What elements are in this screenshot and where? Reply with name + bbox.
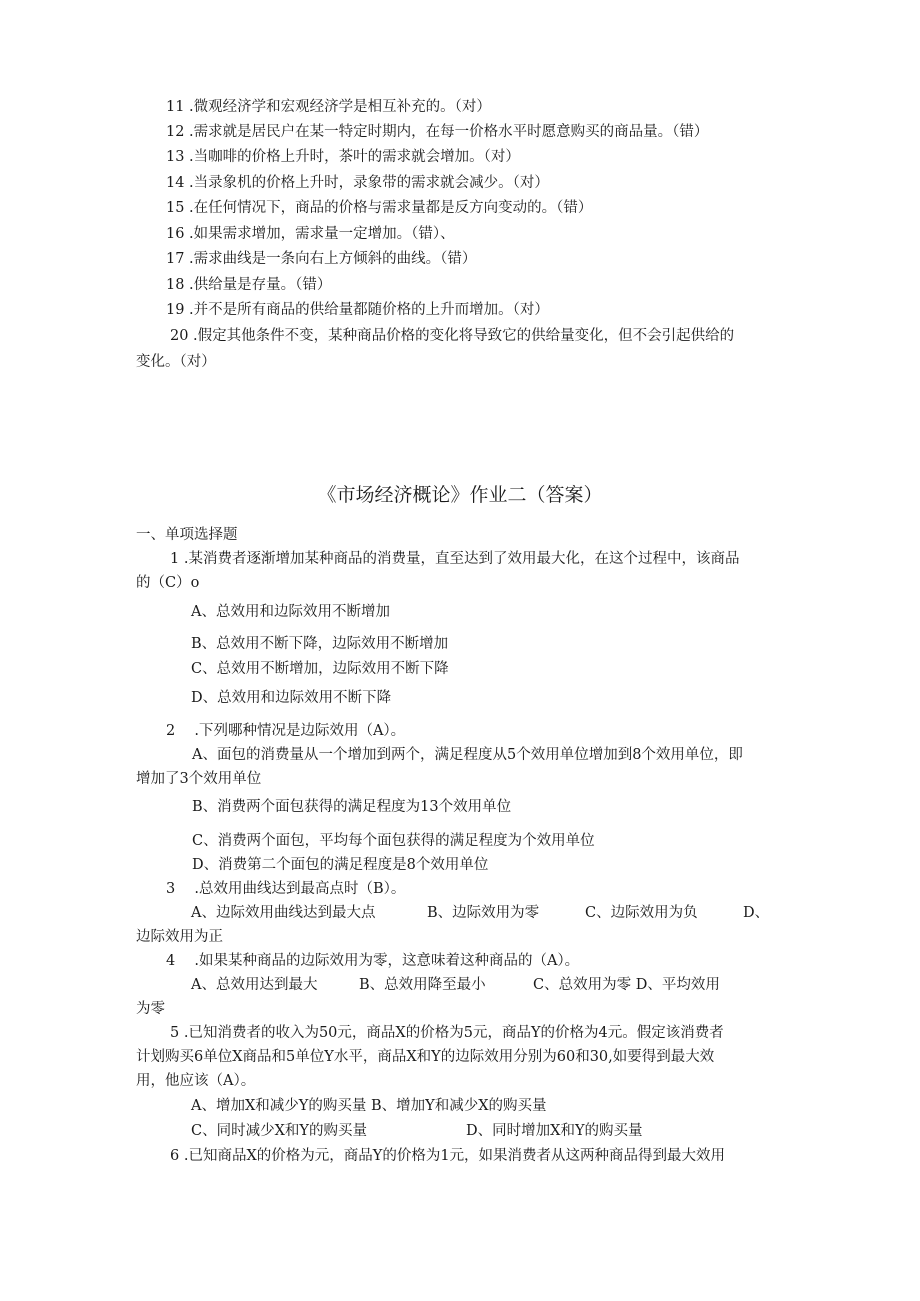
- q5-option-ab: A、增加X和减少Y的购买量 B、增加Y和减少X的购买量: [191, 1098, 547, 1114]
- q5-stem: 5 .已知消费者的收入为50元，商品X的价格为5元，商品Y的价格为4元。假定该消费者: [170, 1025, 724, 1041]
- q3-stem: 3 .总效用曲线达到最高点时（B）。: [166, 881, 406, 897]
- q2-option-a-cont: 增加了3个效用单位: [136, 771, 262, 787]
- q1-option-a: A、总效用和边际效用不断增加: [191, 604, 390, 620]
- q4-stem: 4 .如果某种商品的边际效用为零，这意味着这种商品的（A）。: [166, 953, 580, 969]
- q5-option-c: C、同时减少X和Y的购买量: [191, 1123, 367, 1139]
- judgment-item-20: 20 .假定其他条件不变，某种商品价格的变化将导致它的供给量变化，但不会引起供给的: [170, 328, 735, 344]
- q3-option-a: A、边际效用曲线达到最大点: [191, 905, 376, 921]
- q5-stem-cont-2: 用，他应该（A）。: [136, 1073, 256, 1089]
- q1-option-b: B、总效用不断下降，边际效用不断增加: [191, 636, 449, 652]
- q5-option-d: D、同时增加X和Y的购买量: [466, 1123, 643, 1139]
- q1-stem: 1 .某消费者逐渐增加某种商品的消费量，直至达到了效用最大化，在这个过程中，该商品: [170, 551, 740, 567]
- q5-stem-cont-1: 计划购买6单位X商品和5单位Y水平，商品X和Y的边际效用分别为60和30,如要得到最大效: [136, 1049, 715, 1065]
- judgment-item-11: 11 .微观经济学和宏观经济学是相互补充的。（对）: [166, 99, 491, 115]
- q2-option-d: D、消费第二个面包的满足程度是8个效用单位: [192, 857, 489, 873]
- q2-option-b: B、消费两个面包获得的满足程度为13个效用单位: [192, 799, 512, 815]
- judgment-item-19: 19 .并不是所有商品的供给量都随价格的上升而增加。（对）: [166, 302, 549, 318]
- judgment-item-20-cont: 变化。（对）: [136, 354, 216, 370]
- judgment-item-18: 18 .供给量是存量。（错）: [166, 277, 332, 293]
- q3-option-d: D、: [743, 905, 770, 921]
- judgment-item-14: 14 .当录象机的价格上升时，录象带的需求就会减少。（对）: [166, 175, 549, 191]
- q4-option-cd: C、总效用为零 D、平均效用: [533, 977, 720, 993]
- q4-option-b: B、总效用降至最小: [359, 977, 486, 993]
- q3-option-c: C、边际效用为负: [585, 905, 698, 921]
- q1-stem-cont: 的（C）o: [136, 575, 200, 591]
- judgment-item-16: 16 .如果需求增加，需求量一定增加。（错）、: [166, 226, 455, 242]
- judgment-item-17: 17 .需求曲线是一条向右上方倾斜的曲线。（错）: [166, 251, 477, 267]
- judgment-item-15: 15 .在任何情况下，商品的价格与需求量都是反方向变动的。（错）: [166, 200, 593, 216]
- q6-stem: 6 .已知商品X的价格为元，商品Y的价格为1元，如果消费者从这两种商品得到最大效用: [170, 1148, 726, 1164]
- judgment-item-12: 12 .需求就是居民户在某一特定时期内，在每一价格水平时愿意购买的商品量。（错）: [166, 124, 709, 140]
- q4-option-cont: 为零: [136, 1001, 165, 1017]
- q2-stem: 2 .下列哪种情况是边际效用（A）。: [166, 723, 406, 739]
- q3-option-d-cont: 边际效用为正: [136, 929, 223, 945]
- q2-option-c: C、消费两个面包，平均每个面包获得的满足程度为个效用单位: [192, 833, 595, 849]
- judgment-item-13: 13 .当咖啡的价格上升时，茶叶的需求就会增加。（对）: [166, 149, 520, 165]
- q1-option-c: C、总效用不断增加，边际效用不断下降: [191, 661, 449, 677]
- q4-option-a: A、总效用达到最大: [191, 977, 318, 993]
- section-heading: 一、单项选择题: [136, 527, 238, 543]
- q3-option-b: B、边际效用为零: [427, 905, 540, 921]
- q2-option-a: A、面包的消费量从一个增加到两个，满足程度从5个效用单位增加到8个效用单位，即: [192, 747, 743, 763]
- q1-option-d: D、总效用和边际效用不断下降: [191, 690, 392, 706]
- page-title: 《市场经济概论》作业二（答案）: [317, 484, 603, 506]
